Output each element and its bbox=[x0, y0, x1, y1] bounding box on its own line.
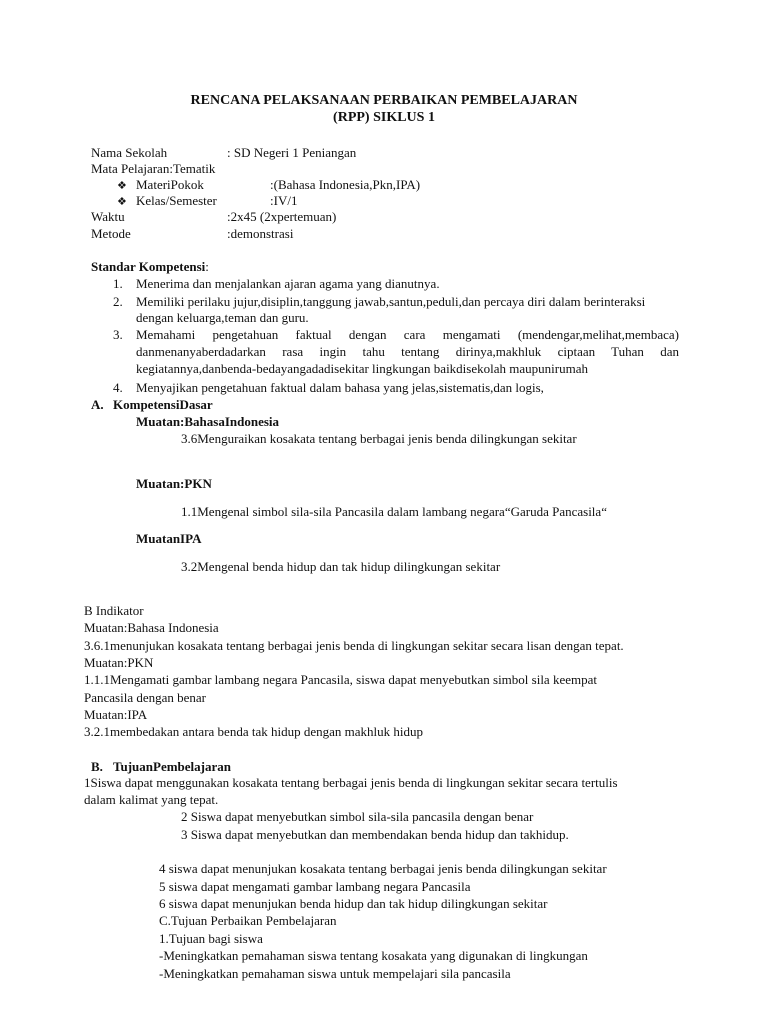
indikator-line: Pancasila dengan benar bbox=[84, 690, 207, 705]
school-value: : SD Negeri 1 Peniangan bbox=[227, 145, 357, 160]
list-item: Menerima dan menjalankan ajaran agama yang dianutnya. bbox=[136, 276, 440, 291]
time-value: :2x45 (2xpertemuan) bbox=[227, 209, 337, 224]
list-item-continuation: kegiatannya,danbenda-bedayangadadisekitar lingkungan baikdisekolah maupunirumah bbox=[136, 361, 588, 376]
topic-value: :(Bahasa Indonesia,Pkn,IPA) bbox=[270, 177, 421, 192]
muatan-bi-heading: Muatan:BahasaIndonesia bbox=[136, 414, 280, 429]
list-item: Menyajikan pengetahuan faktual dalam bahasa yang jelas,sistematis,dan logis, bbox=[136, 380, 544, 395]
tujuan-item: 1Siswa dapat menggunakan kosakata tentang berbagai jenis benda di lingkungan sekitar secara tertulis bbox=[84, 775, 618, 790]
class-label: Kelas/Semester bbox=[136, 193, 217, 208]
kd-ipa-text: 3.2Mengenal benda hidup dan tak hidup dilingkungan sekitar bbox=[181, 559, 501, 574]
topic-label: MateriPokok bbox=[136, 177, 204, 192]
muatan-ipa-heading: MuatanIPA bbox=[136, 531, 202, 546]
list-item-continuation: danmenanyaberdadarkan rasa ingin tahu tentang dirinya,makhluk ciptaan Tuhan dan bbox=[136, 344, 679, 359]
perbaikan-heading: C.Tujuan Perbaikan Pembelajaran bbox=[159, 913, 337, 928]
tujuan-item: 4 siswa dapat menunjukan kosakata tentang berbagai jenis benda dilingkungan sekitar bbox=[159, 861, 607, 876]
school-label: Nama Sekolah bbox=[91, 145, 168, 160]
standar-heading bbox=[91, 259, 209, 275]
list-item: Memiliki perilaku jujur,disiplin,tanggung jawab,santun,peduli,dan percaya diri dalam berinteraksi bbox=[136, 294, 646, 309]
section-letter-b: B. bbox=[91, 759, 103, 774]
tujuan-item: 5 siswa dapat mengamati gambar lambang negara Pancasila bbox=[159, 879, 471, 894]
diamond-bullet-icon: ❖ bbox=[117, 196, 127, 208]
document-subtitle: (RPP) SIKLUS 1 bbox=[333, 110, 435, 125]
list-item-continuation: dengan keluarga,teman dan guru. bbox=[136, 310, 309, 325]
kompetensi-heading: KompetensiDasar bbox=[113, 397, 213, 412]
perbaikan-subheading: 1.Tujuan bagi siswa bbox=[159, 931, 263, 946]
list-number: 1. bbox=[113, 276, 123, 291]
muatan-pkn-heading: Muatan:PKN bbox=[136, 476, 212, 491]
method-value: :demonstrasi bbox=[227, 226, 294, 241]
standar-heading-colon: : bbox=[205, 259, 209, 274]
indikator-line: 1.1.1Mengamati gambar lambang negara Pancasila, siswa dapat menyebutkan simbol sila keempat bbox=[84, 672, 597, 687]
indikator-heading: B Indikator bbox=[84, 603, 144, 618]
tujuan-item-continuation: dalam kalimat yang tepat. bbox=[84, 792, 219, 807]
kd-pkn-text: 1.1Mengenal simbol sila-sila Pancasila dalam lambang negara“Garuda Pancasila“ bbox=[181, 504, 607, 519]
tujuan-item: 6 siswa dapat menunjukan benda hidup dan tak hidup dilingkungan sekitar bbox=[159, 896, 548, 911]
subject-line: Mata Pelajaran:Tematik bbox=[91, 161, 216, 176]
method-label: Metode bbox=[91, 226, 131, 241]
indikator-line: Muatan:Bahasa Indonesia bbox=[84, 620, 219, 635]
kd-bi-text: 3.6Menguraikan kosakata tentang berbagai jenis benda dilingkungan sekitar bbox=[181, 431, 577, 446]
list-number: 2. bbox=[113, 294, 123, 309]
perbaikan-item: -Meningkatkan pemahaman siswa untuk mempelajari sila pancasila bbox=[159, 966, 511, 981]
list-item: Memahami pengetahuan faktual dengan cara mengamati (mendengar,melihat,membaca) bbox=[136, 327, 679, 342]
indikator-line: 3.2.1membedakan antara benda tak hidup dengan makhluk hidup bbox=[84, 724, 423, 739]
indikator-line: Muatan:IPA bbox=[84, 707, 148, 722]
tujuan-heading: TujuanPembelajaran bbox=[113, 759, 231, 774]
class-value: :IV/1 bbox=[270, 193, 298, 208]
list-number: 4. bbox=[113, 380, 123, 395]
document-title: RENCANA PELAKSANAAN PERBAIKAN PEMBELAJARAN bbox=[190, 93, 578, 108]
perbaikan-item: -Meningkatkan pemahaman siswa tentang kosakata yang digunakan di lingkungan bbox=[159, 948, 588, 963]
list-number: 3. bbox=[113, 327, 123, 342]
tujuan-item: 3 Siswa dapat menyebutkan dan membendakan benda hidup dan takhidup. bbox=[181, 827, 569, 842]
time-label: Waktu bbox=[91, 209, 125, 224]
indikator-line: Muatan:PKN bbox=[84, 655, 154, 670]
indikator-line: 3.6.1menunjukan kosakata tentang berbagai jenis benda di lingkungan sekitar secara lisan dengan tepat. bbox=[84, 638, 624, 653]
section-letter-a: A. bbox=[91, 397, 104, 412]
diamond-bullet-icon: ❖ bbox=[117, 180, 127, 192]
standar-heading-text: Standar Kompetensi bbox=[91, 259, 206, 274]
tujuan-item: 2 Siswa dapat menyebutkan simbol sila-sila pancasila dengan benar bbox=[181, 809, 534, 824]
